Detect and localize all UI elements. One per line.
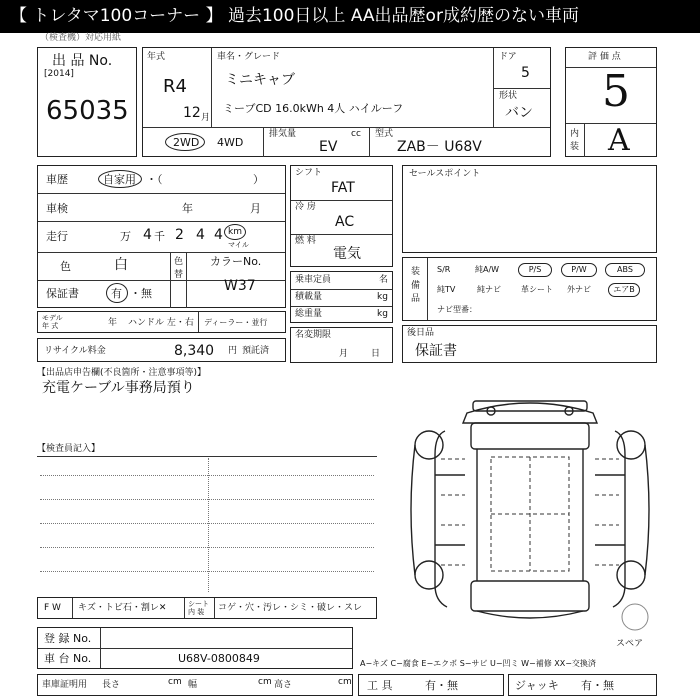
history-close: ） — [253, 173, 264, 186]
mileage-sen: 千 — [154, 230, 165, 243]
name-change-month: 月 — [339, 349, 349, 359]
mileage-man: 万 — [120, 230, 131, 243]
warranty-label: 保証書 — [46, 287, 79, 300]
shape-value: バン — [505, 105, 533, 121]
recycle-unit: 円 — [228, 346, 238, 356]
equip-tv: 純TV — [437, 285, 456, 294]
interior-score: A — [608, 123, 630, 158]
jack-value: 有・無 — [581, 679, 614, 692]
recycle-amount: 8,340 — [174, 343, 215, 359]
interior-label: 内 装 — [570, 129, 580, 152]
fuel-label: 燃 料 — [295, 236, 316, 246]
name-label: 車名・グレード — [217, 52, 281, 62]
score-value: 5 — [602, 66, 630, 117]
weight-unit: kg — [377, 309, 388, 319]
mileage-digit-1: 2 — [175, 227, 184, 243]
height-label: 高さ — [274, 680, 293, 690]
month-value: 12 — [183, 105, 201, 121]
shape-label: 形状 — [499, 91, 518, 101]
color-code: W37 — [224, 278, 256, 294]
cc-unit: cc — [351, 129, 361, 139]
color-value: 白 — [114, 257, 128, 273]
inspection-month: 月 — [250, 202, 261, 215]
sheet-subnote: （検査機）対応用紙 — [40, 33, 122, 43]
fw-box — [37, 597, 377, 619]
warranty-no: ・無 — [130, 287, 152, 300]
shift-value: FAT — [331, 180, 355, 196]
score-label: 評 価 点 — [588, 52, 621, 62]
page-banner: 【 トレタマ100コーナー 】 過去100日以上 AA出品歴or成約歴のない車両 — [0, 0, 700, 33]
damage-legend: A−キズ C−腐食 E−エクボ S−サビ U−凹ミ W−補修 XX−交換済 — [360, 659, 596, 668]
details-box — [37, 165, 286, 308]
jack-label: ジャッキ — [515, 679, 559, 692]
jack-box — [508, 674, 657, 696]
score-box — [565, 47, 657, 157]
drive-2wd: 2WD — [173, 136, 200, 149]
year-label: 年式 — [147, 52, 166, 62]
recycle-note: 預託済 — [242, 346, 270, 356]
equip-aw: 純A/W — [475, 265, 500, 274]
door-count: 5 — [521, 65, 530, 81]
model-year-label: モデル 年 式 — [42, 314, 63, 331]
equip-sr: S/R — [437, 265, 451, 274]
recycle-box — [37, 338, 286, 362]
name-change-label: 名変期限 — [295, 330, 332, 340]
inspection-label: 車検 — [46, 202, 68, 215]
shift-box — [290, 165, 393, 267]
equip-ps: P/S — [518, 263, 552, 277]
sales-point-box — [402, 165, 657, 253]
lot-number-box — [37, 47, 137, 157]
drive-4wd: 4WD — [217, 136, 244, 149]
color-code-label: カラーNo. — [210, 255, 262, 268]
model-label: 型式 — [375, 129, 394, 139]
mileage-digit-2: 4 — [196, 227, 205, 243]
garage-cert-box — [37, 674, 353, 696]
month-unit: 月 — [201, 113, 211, 123]
ac-label: 冷 房 — [295, 202, 316, 212]
capacity-label: 乗車定員 — [295, 275, 332, 285]
lot-label: 出 品 No. — [52, 53, 113, 69]
year-value: R4 — [163, 76, 187, 97]
mileage-label: 走行 — [46, 230, 68, 243]
documents-value: 保証書 — [415, 343, 457, 359]
equip-leather: 革シート — [521, 285, 553, 294]
height-unit: cm — [338, 677, 352, 687]
chassis-number: U68V-0800849 — [178, 652, 260, 665]
equip-airbag: エアB — [608, 283, 640, 297]
displacement-value: EV — [319, 139, 338, 155]
registration-box — [37, 627, 353, 669]
remarks-label: 【出品店申告欄(不良箇所・注意事項等)】 — [37, 368, 207, 378]
handle-side: ハンドル 左・右 — [128, 318, 194, 328]
width-label: 幅 — [188, 680, 198, 690]
inspection-year: 年 — [182, 202, 193, 215]
capacity-unit: 名 — [379, 275, 389, 285]
length-label: 長さ — [102, 680, 121, 690]
car-damage-diagram — [405, 395, 655, 635]
seat-note: コゲ・穴・汚レ・シミ・破レ・スレ — [218, 603, 363, 613]
inspector-label: 【検査員記入】 — [37, 444, 101, 454]
equip-navi: 純ナビ — [477, 285, 501, 294]
dealer-import: ディーラー・並行 — [204, 318, 268, 327]
model-value: ZAB－ U68V — [397, 139, 482, 155]
shift-label: シフト — [295, 168, 323, 178]
equip-ext-navi: 外ナビ — [567, 285, 591, 294]
documents-label: 後日品 — [407, 328, 435, 338]
chassis-label: 車 台 No. — [44, 652, 92, 665]
garage-cert-label: 車庫証明用 — [42, 680, 88, 690]
mileage-thousands-digit: 4 — [143, 227, 152, 243]
ac-value: AC — [335, 214, 355, 230]
tools-box — [358, 674, 504, 696]
tools-value: 有・無 — [425, 679, 458, 692]
mileage-unit-mile: マイル — [228, 241, 249, 249]
remarks-text: 充電ケーブル事務局預り — [42, 380, 195, 396]
load-label: 積載量 — [295, 292, 323, 302]
equipment-box — [402, 257, 657, 321]
equip-pw: P/W — [561, 263, 597, 277]
documents-box — [402, 325, 657, 363]
door-label: ドア — [499, 52, 517, 62]
equipment-label: 装 備 品 — [411, 267, 421, 304]
mileage-unit-km: km — [228, 227, 242, 237]
color-label: 色 — [60, 260, 71, 273]
navi-model-label: ナビ型番： — [437, 305, 477, 314]
model-year-year: 年 — [108, 318, 118, 328]
seat-label: シート 内 装 — [188, 600, 209, 617]
name-change-day: 日 — [371, 349, 381, 359]
car-name: ミニキャブ — [225, 72, 295, 88]
history-label: 車歴 — [46, 173, 68, 186]
model-year-box — [37, 311, 286, 333]
lot-number: 65035 — [46, 96, 129, 126]
sales-point-label: セールスポイント — [409, 169, 481, 179]
car-grade: ミーブCD 16.0kWh 4人 ハイルーフ — [223, 102, 404, 115]
vehicle-box — [142, 47, 551, 157]
spare-label: スペア — [616, 639, 644, 649]
capacity-box — [290, 271, 393, 323]
fw-label: F W — [44, 603, 61, 613]
recycle-label: リサイクル料金 — [44, 346, 106, 356]
load-unit: kg — [377, 292, 388, 302]
fw-note: キズ・トビ石・割レ✕ — [78, 603, 167, 613]
lot-year-tag: [2014] — [44, 69, 74, 79]
width-unit: cm — [258, 677, 272, 687]
equip-abs: ABS — [605, 263, 645, 277]
fuel-value: 電気 — [333, 246, 361, 262]
warranty-yes: 有 — [111, 287, 122, 300]
color-change-label: 色 替 — [174, 257, 184, 280]
displacement-label: 排気量 — [269, 129, 297, 139]
registration-label: 登 録 No. — [44, 632, 92, 645]
history-value: 自家用 — [103, 173, 136, 186]
weight-label: 総重量 — [295, 309, 323, 319]
name-change-box — [290, 327, 393, 363]
mileage-digit-3: 4 — [214, 227, 223, 243]
tools-label: 工 具 — [367, 679, 393, 692]
history-mark: ・（ — [146, 173, 163, 186]
length-unit: cm — [168, 677, 182, 687]
